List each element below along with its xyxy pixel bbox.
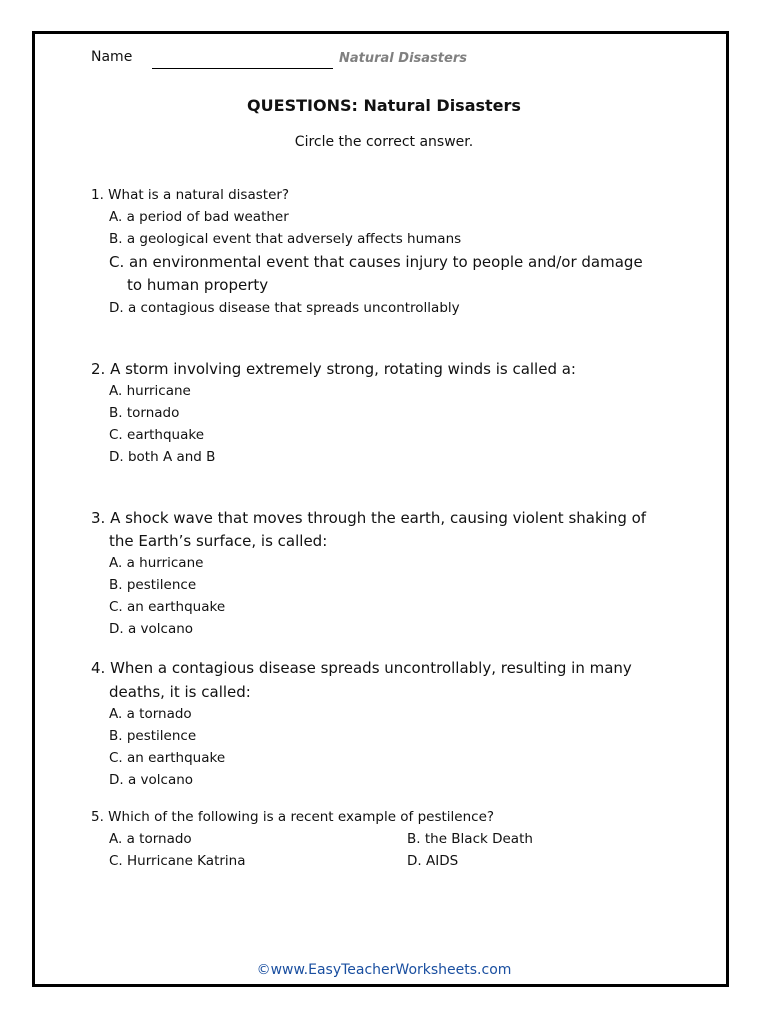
question-1-option-c: C. an environmental event that causes injury to people and/or damage [109, 253, 643, 271]
instructions: Circle the correct answer. [294, 134, 474, 150]
question-4-prompt-continued: deaths, it is called: [109, 683, 251, 701]
question-2-option-d: D. both A and B [109, 449, 216, 465]
question-1-option-b: B. a geological event that adversely affects humans [109, 231, 462, 247]
question-3-prompt: 3. A shock wave that moves through the earth, causing violent shaking of [91, 509, 647, 527]
question-4-option-a: A. a tornado [109, 706, 192, 722]
question-1-prompt: 1. What is a natural disaster? [91, 187, 290, 203]
question-5-option-c: C. Hurricane Katrina [109, 853, 246, 869]
question-1-option-d: D. a contagious disease that spreads uncontrollably [109, 300, 460, 316]
question-2-prompt: 2. A storm involving extremely strong, rotating winds is called a: [91, 360, 576, 378]
question-1-option-a: A. a period of bad weather [109, 209, 289, 225]
name-blank-line [152, 68, 333, 69]
question-5-option-b: B. the Black Death [407, 831, 533, 847]
name-label: Name [91, 49, 133, 65]
footer-copyright: ©www.EasyTeacherWorksheets.com [256, 962, 512, 978]
question-5-option-a: A. a tornado [109, 831, 192, 847]
question-4-prompt: 4. When a contagious disease spreads uncontrollably, resulting in many [91, 659, 632, 677]
question-4-option-c: C. an earthquake [109, 750, 226, 766]
question-3-option-d: D. a volcano [109, 621, 194, 637]
question-3-option-a: A. a hurricane [109, 555, 204, 571]
question-2-option-c: C. earthquake [109, 427, 205, 443]
question-3-option-c: C. an earthquake [109, 599, 226, 615]
question-5-option-d: D. AIDS [407, 853, 459, 869]
page-title: QUESTIONS: Natural Disasters [247, 96, 521, 115]
question-2-option-b: B. tornado [109, 405, 180, 421]
question-5-prompt: 5. Which of the following is a recent example of pestilence? [91, 809, 495, 825]
question-3-option-b: B. pestilence [109, 577, 197, 593]
header-topic: Natural Disasters [339, 51, 467, 66]
question-4-option-b: B. pestilence [109, 728, 197, 744]
question-3-prompt-continued: the Earth’s surface, is called: [109, 532, 328, 550]
question-4-option-d: D. a volcano [109, 772, 194, 788]
question-2-option-a: A. hurricane [109, 383, 191, 399]
question-1-option-c-continued: to human property [127, 276, 269, 294]
